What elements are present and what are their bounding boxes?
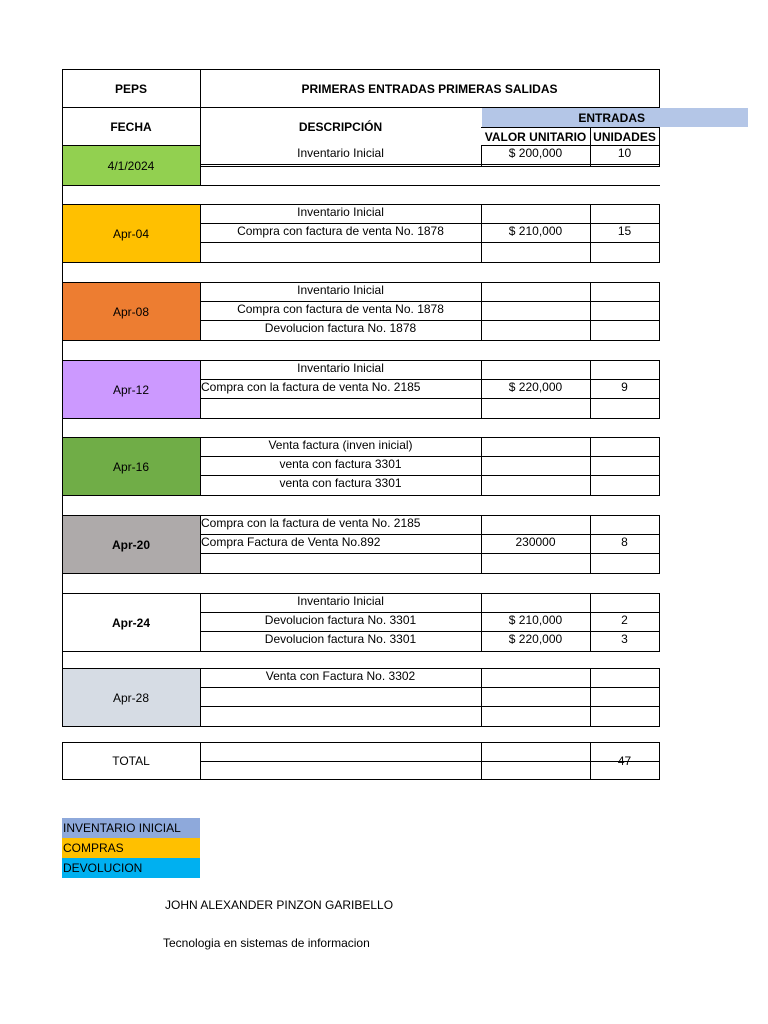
row-valor-unitario bbox=[481, 243, 590, 261]
date-label-apr04: Apr-04 bbox=[112, 226, 150, 241]
grid-line bbox=[62, 418, 63, 441]
grid-line bbox=[62, 573, 660, 574]
table-title: PRIMERAS ENTRADAS PRIMERAS SALIDAS bbox=[301, 81, 558, 96]
grid-line bbox=[659, 742, 660, 780]
row-description bbox=[200, 707, 481, 725]
grid-line bbox=[659, 204, 660, 263]
row-valor-unitario bbox=[481, 688, 590, 706]
row-description: Venta factura (inven inicial) bbox=[268, 438, 413, 452]
entradas-header: ENTRADAS bbox=[578, 110, 645, 125]
author-name: JOHN ALEXANDER PINZON GARIBELLO bbox=[165, 898, 394, 912]
grid-line bbox=[659, 668, 660, 727]
row-valor-unitario: $ 210,000 bbox=[508, 224, 563, 238]
row-unidades bbox=[590, 554, 659, 572]
row-unidades: 2 bbox=[621, 613, 628, 627]
date-label-apr20: Apr-20 bbox=[111, 537, 150, 552]
row-description bbox=[200, 243, 481, 261]
row-unidades bbox=[590, 594, 659, 612]
row-valor-unitario bbox=[481, 707, 590, 725]
grid-line bbox=[62, 418, 660, 419]
grid-line bbox=[659, 593, 660, 652]
row-valor-unitario bbox=[481, 321, 590, 339]
row-valor-unitario: $ 200,000 bbox=[508, 146, 563, 160]
grid-line bbox=[62, 496, 63, 519]
row-unidades: 8 bbox=[621, 535, 628, 549]
legend-compras: COMPRAS bbox=[63, 841, 124, 855]
row-description: Inventario Inicial bbox=[297, 205, 384, 219]
row-description: Compra con factura de venta No. 1878 bbox=[237, 302, 444, 316]
valor-unitario-header: VALOR UNITARIO bbox=[484, 129, 587, 144]
row-unidades bbox=[590, 476, 659, 494]
row-description: Devolucion factura No. 1878 bbox=[264, 321, 417, 335]
date-label-apr12: Apr-12 bbox=[112, 382, 150, 397]
date-label-412024: 4/1/2024 bbox=[107, 158, 155, 173]
row-description: Compra con factura de venta No. 1878 bbox=[237, 224, 444, 238]
row-valor-unitario: $ 220,000 bbox=[508, 380, 563, 394]
grid-line bbox=[62, 651, 660, 652]
grid-line bbox=[62, 340, 660, 341]
date-label-apr08: Apr-08 bbox=[112, 304, 150, 319]
grid-line bbox=[659, 127, 660, 146]
row-valor-unitario bbox=[481, 399, 590, 417]
row-valor-unitario bbox=[481, 594, 590, 612]
grid-line bbox=[481, 742, 482, 780]
row-valor-unitario: 230000 bbox=[515, 535, 556, 549]
row-unidades bbox=[590, 688, 659, 706]
grid-line bbox=[62, 262, 660, 263]
row-description: Inventario Inicial bbox=[297, 146, 384, 160]
row-unidades bbox=[590, 399, 659, 417]
row-description: Inventario Inicial bbox=[297, 594, 384, 608]
grid-line bbox=[62, 183, 63, 206]
grid-line bbox=[659, 282, 660, 341]
row-valor-unitario bbox=[481, 438, 590, 456]
row-description: Inventario Inicial bbox=[297, 283, 384, 297]
total-label: TOTAL bbox=[112, 754, 150, 768]
row-valor-unitario bbox=[481, 516, 590, 534]
grid-line bbox=[659, 437, 660, 496]
row-description: Compra con la factura de venta No. 2185 bbox=[201, 380, 421, 394]
row-description: Inventario Inicial bbox=[297, 361, 384, 375]
grid-line bbox=[659, 145, 660, 166]
row-description bbox=[200, 688, 481, 706]
row-valor-unitario bbox=[481, 165, 590, 183]
date-label-apr28: Apr-28 bbox=[112, 690, 150, 705]
row-valor-unitario bbox=[481, 476, 590, 494]
peps-label: PEPS bbox=[114, 81, 147, 96]
program-name: Tecnologia en sistemas de informacion bbox=[163, 936, 370, 950]
date-label-apr16: Apr-16 bbox=[112, 459, 150, 474]
row-description bbox=[200, 399, 481, 417]
grid-line bbox=[62, 495, 660, 496]
grid-line bbox=[659, 515, 660, 574]
row-unidades bbox=[590, 243, 659, 261]
row-unidades bbox=[590, 361, 659, 379]
row-unidades bbox=[590, 669, 659, 687]
total-unidades: 47 bbox=[617, 754, 632, 768]
row-description: Venta con Factura No. 3302 bbox=[265, 669, 416, 683]
row-valor-unitario bbox=[481, 457, 590, 475]
row-unidades bbox=[590, 283, 659, 301]
row-description: Compra Factura de Venta No.892 bbox=[201, 535, 381, 549]
grid-line bbox=[62, 185, 660, 186]
row-valor-unitario bbox=[481, 554, 590, 572]
row-unidades bbox=[590, 205, 659, 223]
legend-devolucion: DEVOLUCION bbox=[63, 861, 143, 875]
row-description bbox=[200, 165, 481, 183]
row-unidades: 9 bbox=[621, 380, 628, 394]
row-valor-unitario bbox=[481, 361, 590, 379]
grid-line bbox=[62, 263, 63, 286]
row-unidades: 10 bbox=[617, 146, 632, 160]
row-description: Compra con la factura de venta No. 2185 bbox=[201, 516, 421, 530]
row-valor-unitario: $ 220,000 bbox=[508, 632, 563, 646]
row-unidades bbox=[590, 438, 659, 456]
row-unidades bbox=[590, 707, 659, 725]
grid-line bbox=[62, 779, 660, 780]
grid-line bbox=[62, 650, 63, 673]
date-label-apr24: Apr-24 bbox=[111, 615, 150, 630]
fecha-header: FECHA bbox=[110, 119, 152, 134]
grid-line bbox=[200, 742, 201, 780]
row-description: Devolucion factura No. 3301 bbox=[264, 632, 417, 646]
legend-inventario-inicial: INVENTARIO INICIAL bbox=[63, 821, 181, 835]
grid-line bbox=[659, 360, 660, 419]
row-unidades: 15 bbox=[617, 224, 632, 238]
row-description bbox=[200, 554, 481, 572]
row-description: venta con factura 3301 bbox=[279, 476, 402, 490]
unidades-header: UNIDADES bbox=[593, 129, 656, 144]
row-valor-unitario bbox=[481, 302, 590, 320]
grid-line bbox=[62, 341, 63, 364]
row-valor-unitario: $ 210,000 bbox=[508, 613, 563, 627]
row-description: Devolucion factura No. 3301 bbox=[264, 613, 417, 627]
descripcion-header: DESCRIPCIÓN bbox=[298, 119, 383, 134]
row-valor-unitario bbox=[481, 669, 590, 687]
row-unidades bbox=[590, 457, 659, 475]
row-valor-unitario bbox=[481, 205, 590, 223]
row-valor-unitario bbox=[481, 283, 590, 301]
row-unidades bbox=[590, 302, 659, 320]
row-unidades bbox=[590, 321, 659, 339]
grid-line bbox=[62, 573, 63, 596]
row-description: venta con factura 3301 bbox=[279, 457, 402, 471]
grid-line bbox=[62, 726, 660, 727]
row-unidades bbox=[590, 165, 659, 183]
row-unidades bbox=[590, 516, 659, 534]
row-unidades: 3 bbox=[621, 632, 628, 646]
